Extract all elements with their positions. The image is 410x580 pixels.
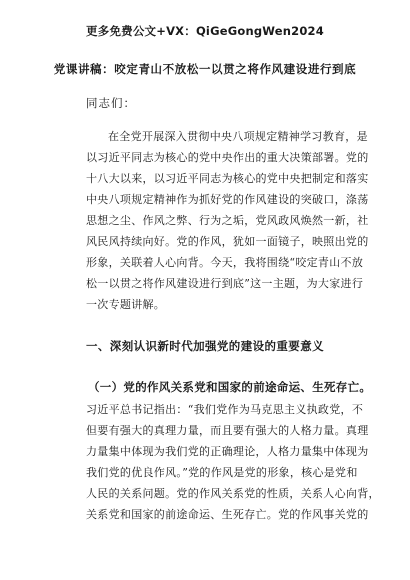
paragraph-line: 松一以贯之将作风建设进行到底”这一主题，为大家进行 [86, 277, 364, 290]
paragraph-line: 人民的关系问题。党的作风关系党的性质，关系人心向背， [86, 487, 380, 500]
salutation: 同志们： [86, 96, 136, 110]
section-heading: 一、深刻认识新时代加强党的建设的重要意义 [86, 339, 324, 353]
paragraph-line: 以习近平同志为核心的党中央作出的重大决策部署。党的 [86, 151, 369, 164]
subsection-paragraph [86, 399, 380, 525]
promo-header: 更多免费公文+VX：QiGeGongWen2024 [86, 24, 324, 38]
paragraph-line: 力量集中体现为我们党的正确理论，人格力量集中体现为 [86, 445, 369, 458]
paragraph-line: 风民风持续向好。党的作风，犹如一面镜子，映照出党的 [86, 235, 369, 248]
paragraph-line: 在全党开展深入贯彻中央八项规定精神学习教育，是 [108, 130, 368, 143]
paragraph-line: 但要有强大的真理力量，而且要有强大的人格力量。真理 [86, 424, 369, 437]
intro-paragraph [86, 126, 369, 315]
document-title: 党课讲稿：咬定青山不放松一以贯之将作风建设进行到底 [53, 62, 357, 76]
paragraph-line: 关系党和国家的前途命运、生死存亡。党的作风事关党的 [86, 508, 369, 521]
paragraph-line: 思想之尘、作风之弊、行为之垢，党风政风焕然一新，社 [86, 214, 369, 227]
paragraph-line: 习近平总书记指出：“我们党作为马克思主义执政党，不 [86, 403, 364, 416]
paragraph-line: 形象，关联着人心向背。今天，我将围绕“咬定青山不放 [86, 256, 364, 269]
subsection-heading: （一）党的作风关系党和国家的前途命运、生死存亡。 [88, 380, 372, 394]
paragraph-line: 我们党的优良作风。”党的作风是党的形象，核心是党和 [86, 466, 358, 479]
paragraph-line: 十八大以来，以习近平同志为核心的党中央把制定和落实 [86, 172, 369, 185]
paragraph-line: 中央八项规定精神作为抓好党的作风建设的突破口，涤荡 [86, 193, 369, 206]
paragraph-line: 一次专题讲解。 [86, 298, 166, 311]
